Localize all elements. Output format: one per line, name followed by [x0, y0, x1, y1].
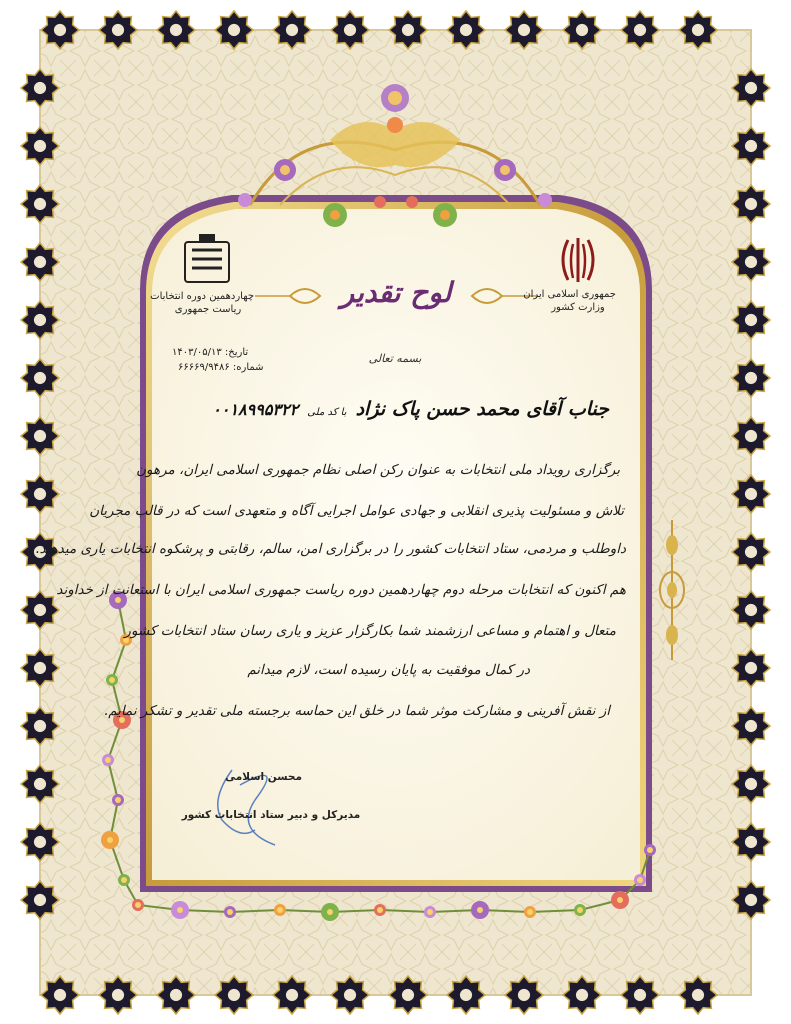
vine-flower-center	[377, 907, 383, 913]
border-star	[21, 591, 59, 629]
border-star	[732, 533, 770, 571]
border-star	[99, 976, 137, 1014]
page-title: لوح تقدیر	[340, 276, 452, 309]
body-line-5: متعال و اهتمام و مساعی ارزشمند شما بکارگزار عزیز و یاری رسان ستاد انتخابات کشور	[124, 623, 616, 639]
signatory-title: مدیرکل و دبیر ستاد انتخابات کشور	[181, 809, 361, 821]
border-star	[732, 475, 770, 513]
iran-emblem-line1: جمهوری اسلامی ایران	[523, 289, 616, 300]
border-star	[732, 127, 770, 165]
border-star	[732, 707, 770, 745]
body-line-1: برگزاری رویداد ملی انتخابات به عنوان رکن اصلی نظام جمهوری اسلامی ایران، مرهون	[136, 462, 620, 478]
border-star	[215, 976, 253, 1014]
border-star	[732, 69, 770, 107]
national-code-value: ۰۰۱۸۹۹۵۳۲۲	[212, 400, 299, 419]
border-star	[732, 823, 770, 861]
vine-flower-center	[121, 877, 127, 883]
border-star	[621, 976, 659, 1014]
border-star	[21, 185, 59, 223]
border-star	[389, 11, 427, 49]
vine-flower-center	[527, 909, 533, 915]
border-star	[563, 976, 601, 1014]
border-star	[679, 11, 717, 49]
border-star	[157, 11, 195, 49]
number-row	[178, 362, 264, 373]
border-star	[621, 11, 659, 49]
vine-flower-center	[177, 907, 183, 913]
border-star	[21, 707, 59, 745]
border-star	[21, 243, 59, 281]
vine-flower-center	[427, 909, 433, 915]
body-line-6: در کمال موفقیت به پایان رسیده است، لازم میدانم	[247, 662, 530, 678]
vine-flower-center	[577, 907, 583, 913]
iran-emblem-caption	[523, 288, 616, 314]
border-star	[732, 881, 770, 919]
border-star	[273, 976, 311, 1014]
border-star	[273, 11, 311, 49]
vine-flower-center	[105, 757, 111, 763]
border-star	[732, 185, 770, 223]
border-star	[21, 881, 59, 919]
vine-flower-center	[109, 677, 115, 683]
border-star	[331, 11, 369, 49]
vine-flower-center	[637, 877, 643, 883]
signatory-name: محسن اسلامی	[225, 771, 302, 783]
vine-flower-center	[647, 847, 653, 853]
date-value: ۱۴۰۳/۰۵/۱۳	[172, 347, 222, 358]
body-line-2: تلاش و مسئولیت پذیری انقلابی و جهادی عوامل اجرایی آگاه و متعهدی است که در قالب مجریان	[89, 503, 624, 519]
border-star	[505, 976, 543, 1014]
border-star	[732, 243, 770, 281]
border-star	[21, 765, 59, 803]
border-star	[732, 359, 770, 397]
border-star	[21, 301, 59, 339]
number-value: ۶۶۶۶۹/۹۴۸۶	[178, 362, 230, 373]
border-star	[563, 11, 601, 49]
border-star	[21, 69, 59, 107]
border-star	[732, 417, 770, 455]
border-star	[21, 359, 59, 397]
election-emblem-line2: ریاست جمهوری	[174, 304, 242, 315]
border-star	[679, 976, 717, 1014]
border-star	[21, 649, 59, 687]
national-code-label: با کد ملی	[307, 407, 347, 418]
number-label: شماره:	[232, 362, 264, 373]
election-emblem-caption	[150, 290, 254, 316]
border-star	[447, 11, 485, 49]
date-row	[172, 347, 248, 358]
vine-flower-center	[277, 907, 283, 913]
vine-flower-center	[227, 909, 233, 915]
vine-flower-center	[477, 907, 483, 913]
election-emblem-line1: چهاردهمین دوره انتخابات	[150, 291, 254, 302]
body-line-3: داوطلب و مردمی، ستاد انتخابات کشور را در برگزاری امن، سالم، رقابتی و پرشکوه انتخابات یاری میدهند.	[35, 541, 626, 557]
iran-emblem-line2: وزارت کشور	[551, 302, 605, 313]
date-label: تاریخ:	[224, 347, 249, 358]
vine-flower-center	[107, 837, 113, 843]
border-star	[732, 591, 770, 629]
border-star	[389, 976, 427, 1014]
border-star	[21, 823, 59, 861]
vine-flower-center	[327, 909, 333, 915]
border-star	[505, 11, 543, 49]
vine-flower-center	[617, 897, 623, 903]
border-star	[41, 976, 79, 1014]
border-star	[21, 417, 59, 455]
vine-flower-center	[135, 902, 141, 908]
border-star	[732, 765, 770, 803]
vine-flower-center	[115, 797, 121, 803]
border-star	[157, 976, 195, 1014]
border-star	[331, 976, 369, 1014]
border-star	[732, 301, 770, 339]
border-star	[21, 475, 59, 513]
border-star	[99, 11, 137, 49]
body-line-7: از نقش آفرینی و مشارکت موثر شما در خلق این حماسه برجسته ملی تقدیر و تشکر نمایم.	[103, 703, 610, 719]
invocation: بسمه تعالی	[368, 352, 422, 365]
recipient-line	[212, 398, 609, 420]
body-line-4: هم اکنون که انتخابات مرحله دوم چهاردهمین دوره ریاست جمهوری اسلامی ایران با استعانت از خداوند	[56, 582, 626, 598]
border-star	[732, 649, 770, 687]
border-star	[215, 11, 253, 49]
recipient-name: جناب آقای محمد حسن پاک نژاد	[355, 398, 609, 420]
border-star	[41, 11, 79, 49]
border-star	[447, 976, 485, 1014]
border-star	[21, 127, 59, 165]
